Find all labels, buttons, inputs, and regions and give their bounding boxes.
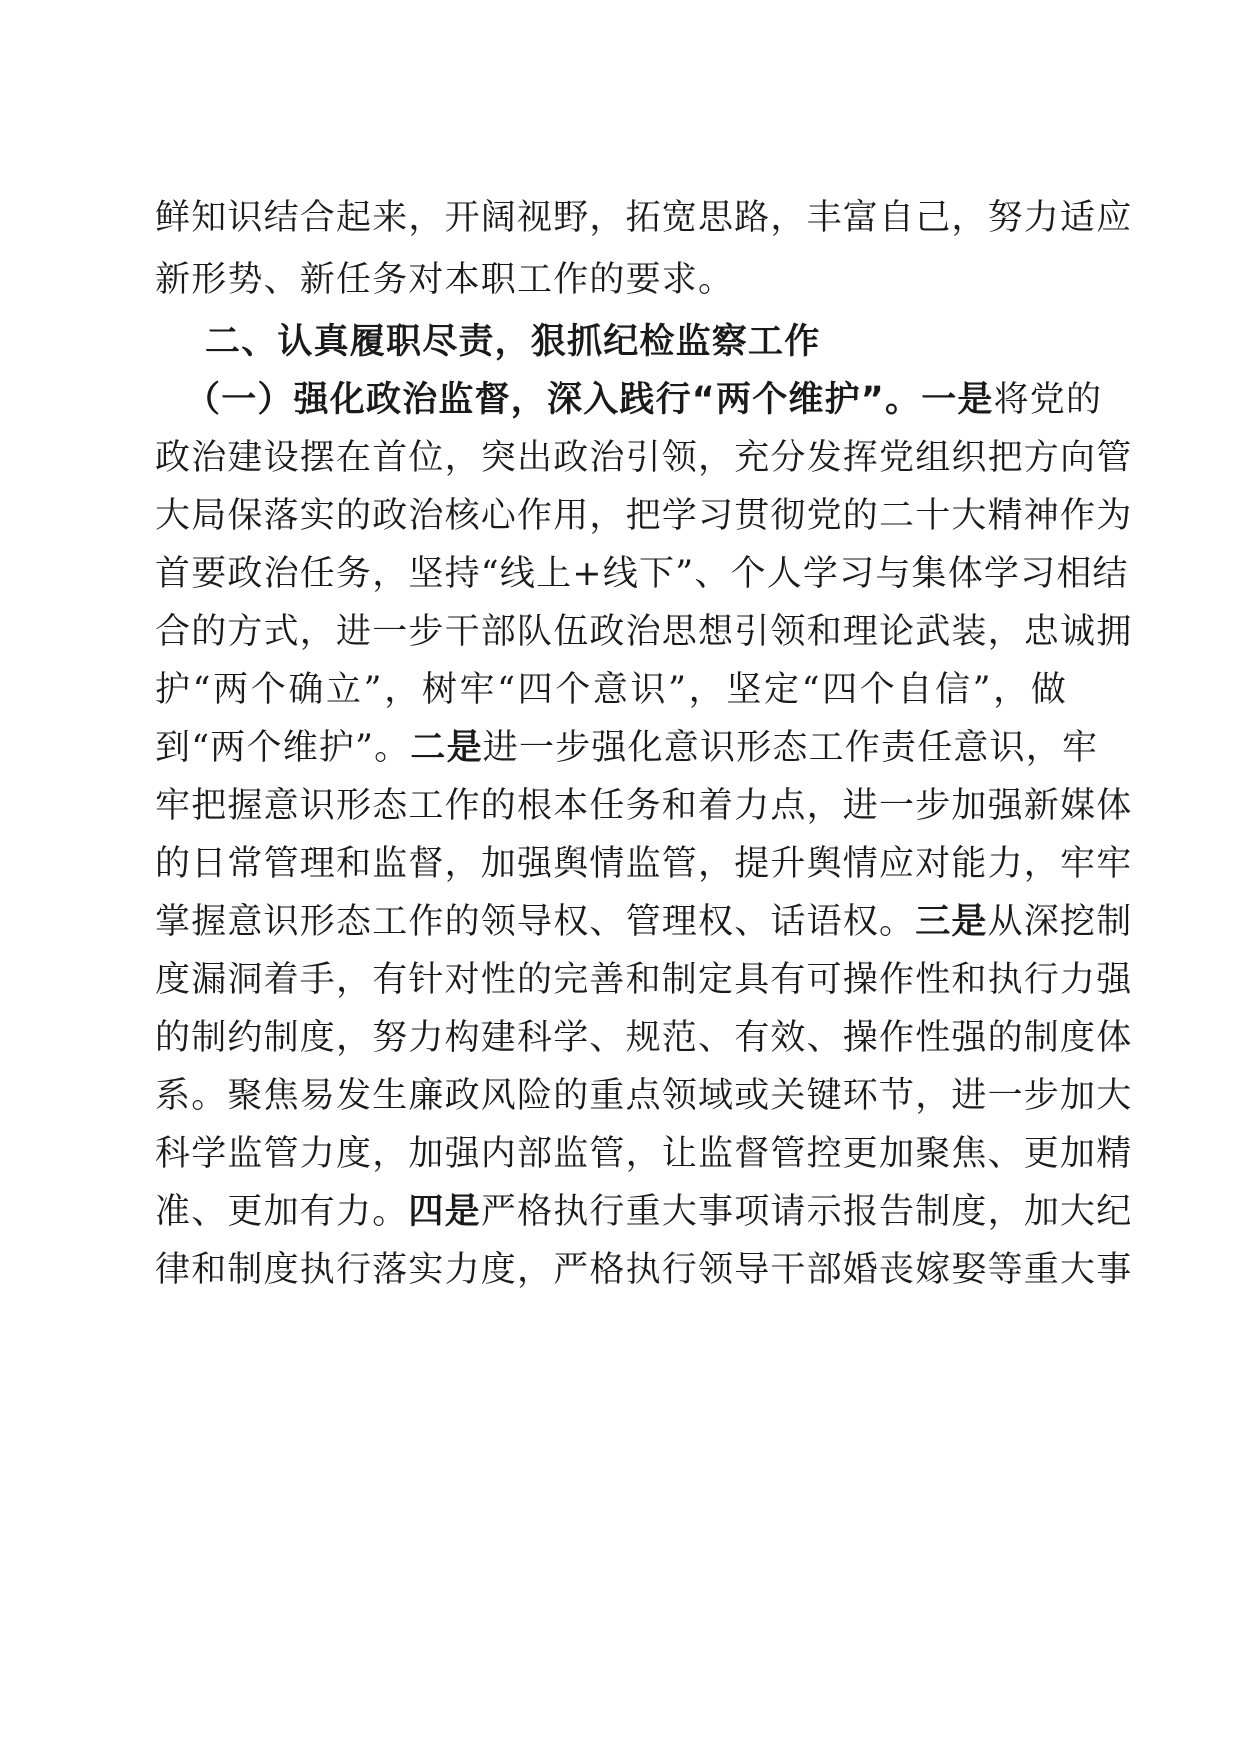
paragraph-line: 新形势、新任务对本职工作的要求。 — [155, 260, 735, 300]
paragraph-text: 进一步强化意识形态工作责任意识，牢 — [482, 728, 1099, 768]
paragraph-line: 系。聚焦易发生廉政风险的重点领域或关键环节，进一步加大 — [155, 1076, 1133, 1116]
paragraph-text: 严格执行重大事项请示报告制度，加大纪 — [480, 1192, 1133, 1232]
paragraph-line — [155, 726, 1099, 770]
point-marker: 四是 — [408, 1192, 481, 1232]
paragraph-line: 护“两个确立”，树牢“四个意识”，坚定“四个自信”，做 — [155, 670, 1067, 710]
paragraph-line: 鲜知识结合起来，开阔视野，拓宽思路，丰富自己，努力适应 — [155, 198, 1133, 238]
paragraph-text: 将党的 — [993, 380, 1103, 420]
paragraph-line: 度漏洞着手，有针对性的完善和制定具有可操作性和执行力强 — [155, 960, 1133, 1000]
subsection-lead-line — [185, 378, 1103, 422]
paragraph-line — [155, 900, 1133, 944]
paragraph-line: 律和制度执行落实力度，严格执行领导干部婚丧嫁娶等重大事 — [155, 1250, 1133, 1290]
paragraph-line: 合的方式，进一步干部队伍政治思想引领和理论武装，忠诚拥 — [155, 612, 1133, 652]
paragraph-line: 科学监管力度，加强内部监管，让监督管控更加聚焦、更加精 — [155, 1134, 1133, 1174]
paragraph-text: 从深挖制 — [987, 902, 1133, 942]
section-heading: 二、认真履职尽责，狠抓纪检监察工作 — [205, 322, 821, 362]
paragraph-line: 的制约制度，努力构建科学、规范、有效、操作性强的制度体 — [155, 1018, 1133, 1058]
paragraph-line: 的日常管理和监督，加强舆情监管，提升舆情应对能力，牢牢 — [155, 844, 1133, 884]
subsection-heading: （一）强化政治监督，深入践行“两个维护”。一是 — [185, 380, 994, 420]
point-marker: 三是 — [915, 902, 988, 942]
paragraph-line: 牢把握意识形态工作的根本任务和着力点，进一步加强新媒体 — [155, 786, 1133, 826]
paragraph-line — [155, 1190, 1133, 1234]
paragraph-line: 首要政治任务，坚持“线上+线下”、个人学习与集体学习相结 — [155, 554, 1129, 594]
paragraph-text: 准、更加有力。 — [155, 1192, 409, 1232]
point-marker: 二是 — [410, 728, 483, 768]
paragraph-text: 到“两个维护”。 — [155, 728, 411, 768]
paragraph-line: 政治建设摆在首位，突出政治引领，充分发挥党组织把方向管 — [155, 438, 1133, 478]
paragraph-line: 大局保落实的政治核心作用，把学习贯彻党的二十大精神作为 — [155, 496, 1133, 536]
paragraph-text: 掌握意识形态工作的领导权、管理权、话语权。 — [155, 902, 916, 942]
